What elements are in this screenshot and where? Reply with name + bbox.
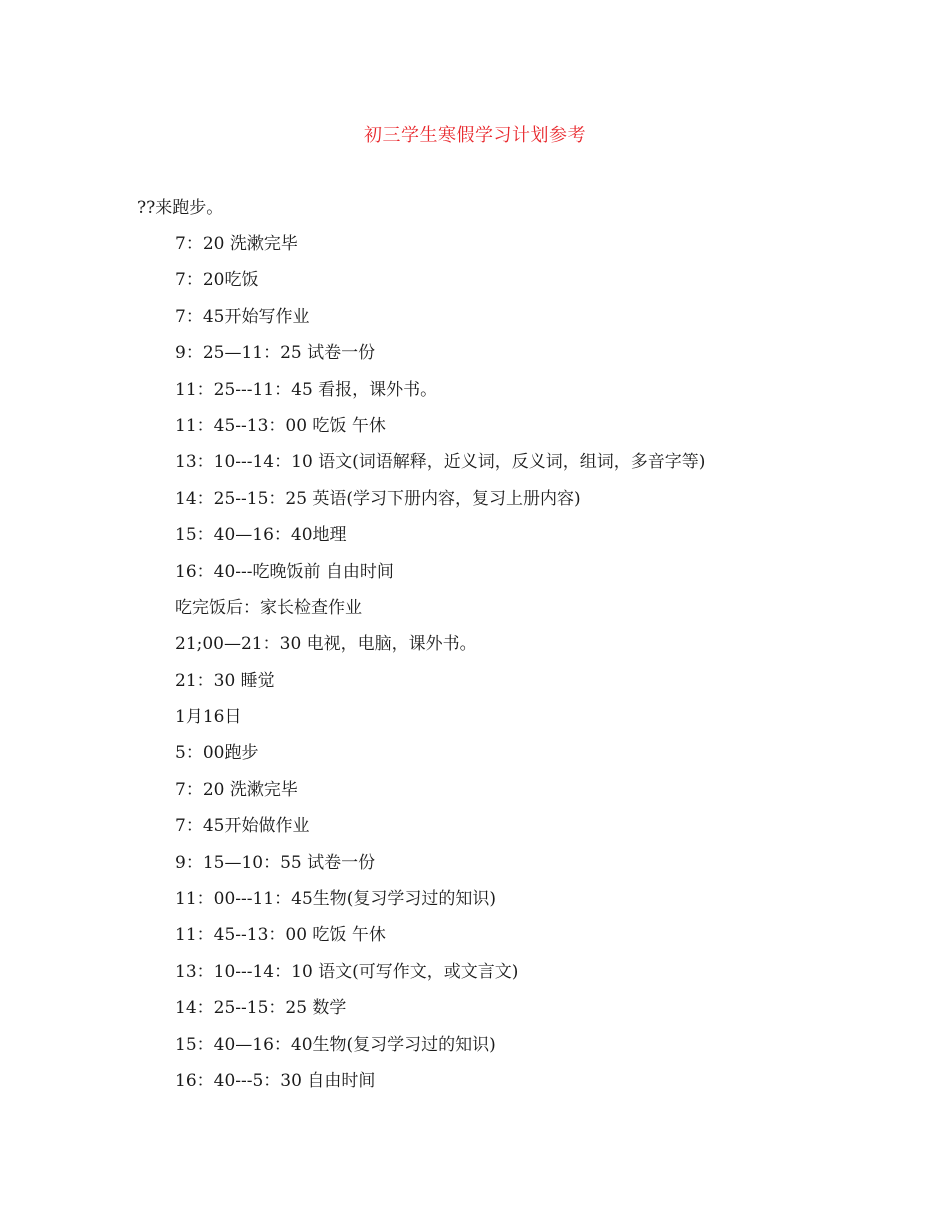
date-heading: 1月16日 <box>175 707 242 728</box>
schedule-line: 7：20 洗漱完毕 <box>175 779 298 800</box>
schedule-line: 11：45--13：00 吃饭 午休 <box>175 925 386 946</box>
schedule-list <box>175 232 705 1105</box>
schedule-line: 9：25—11：25 试卷一份 <box>175 343 376 364</box>
schedule-line: 13：10---14：10 语文(可写作文，或文言文) <box>175 961 519 982</box>
schedule-line: 5：00跑步 <box>175 743 259 764</box>
schedule-line: 7：45开始做作业 <box>175 816 310 837</box>
schedule-line: 11：45--13：00 吃饭 午休 <box>175 415 386 436</box>
schedule-line: 7：45开始写作业 <box>175 306 310 327</box>
schedule-line: 11：00---11：45生物(复习学习过的知识) <box>175 889 497 910</box>
schedule-line: 14：25--15：25 英语(学习下册内容，复习上册内容) <box>175 488 581 509</box>
schedule-line: 吃完饭后：家长检查作业 <box>175 597 362 618</box>
schedule-line: 11：25---11：45 看报，课外书。 <box>175 379 438 400</box>
schedule-line: 16：40---吃晚饭前 自由时间 <box>175 561 394 582</box>
schedule-line: 7：20吃饭 <box>175 270 259 291</box>
schedule-line: 15：40—16：40生物(复习学习过的知识) <box>175 1034 496 1055</box>
schedule-line: 14：25--15：25 数学 <box>175 998 347 1019</box>
schedule-line: 16：40---5：30 自由时间 <box>175 1070 376 1091</box>
schedule-line: 7：20 洗漱完毕 <box>175 234 298 254</box>
schedule-line: 9：15—10：55 试卷一份 <box>175 852 376 873</box>
schedule-line: 21;00—21：30 电视，电脑，课外书。 <box>175 634 477 655</box>
schedule-line: 13：10---14：10 语文(词语解释，近义词，反义词，组词，多音字等) <box>175 452 706 473</box>
paragraph-continuation: ??来跑步。 <box>137 198 224 218</box>
schedule-line: 15：40—16：40地理 <box>175 525 347 546</box>
document-title: 初三学生寒假学习计划参考 <box>364 125 586 146</box>
schedule-line: 21：30 睡觉 <box>175 670 275 691</box>
